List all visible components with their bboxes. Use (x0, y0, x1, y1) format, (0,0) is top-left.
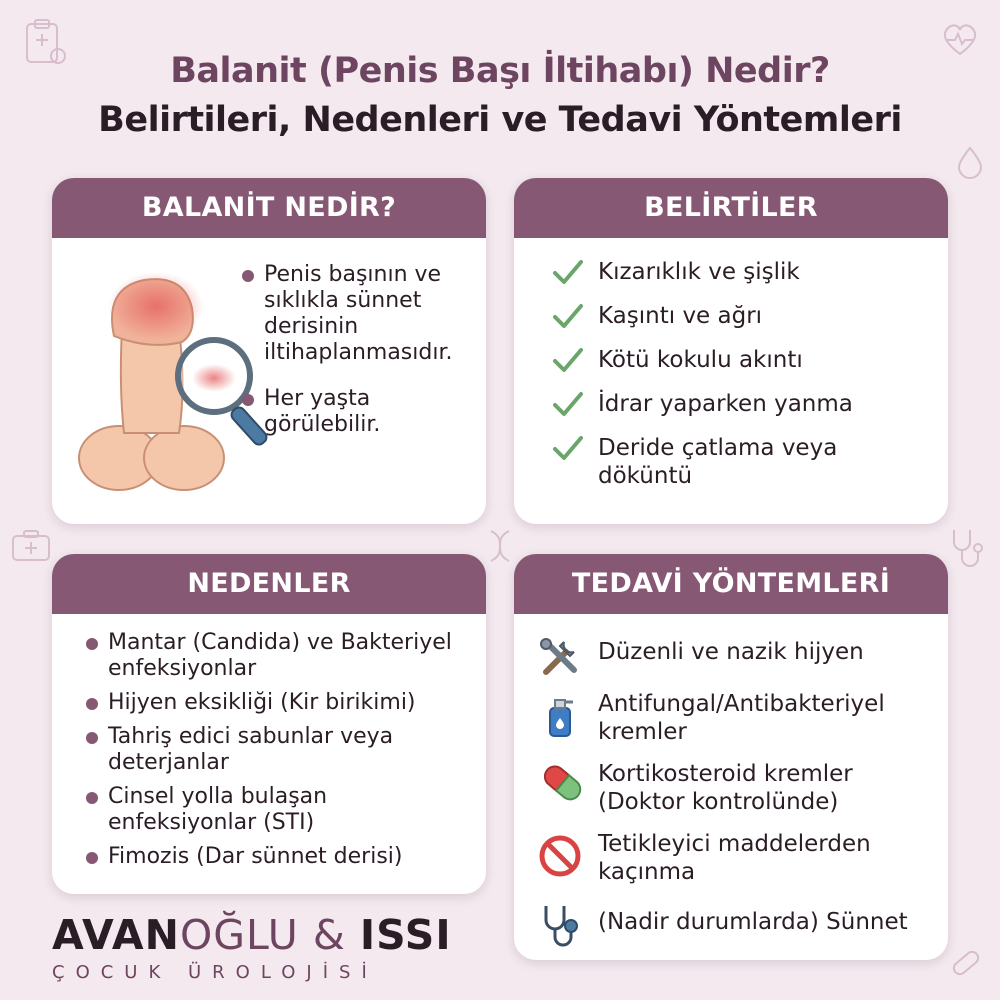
bullet-dot (86, 792, 98, 804)
pill-icon (948, 945, 984, 981)
bullet-dot (86, 732, 98, 744)
tools-icon (536, 634, 584, 682)
list-item: Antifungal/Antibakteriyel kremler (536, 690, 938, 746)
what-is-heading: BALANİT NEDİR? (52, 178, 486, 238)
list-item: (Nadir durumlarda) Sünnet (536, 900, 938, 944)
list-item: Hijyen eksikliği (Kir birikimi) (84, 690, 464, 716)
soap-bottle-icon (536, 692, 584, 740)
page-title (0, 48, 1000, 146)
treatment-card (514, 554, 948, 960)
list-item: Deride çatlama veya döküntü (552, 434, 872, 490)
causes-heading: NEDENLER (52, 554, 486, 614)
causes-list (84, 630, 464, 870)
drop-icon (955, 145, 985, 179)
stethoscope-icon (946, 526, 986, 570)
what-is-list (240, 262, 480, 448)
treatment-heading: TEDAVİ YÖNTEMLERİ (514, 554, 948, 614)
first-aid-kit-icon (10, 528, 52, 562)
list-item: Her yaşta görülebilir. (240, 386, 480, 438)
list-item: Kortikosteroid kremler (Doktor kontrolünde) (536, 760, 938, 816)
list-item: İdrar yaparken yanma (552, 390, 928, 418)
list-item: Mantar (Candida) ve Bakteriyel enfeksiyonlar (84, 630, 464, 682)
title-line-1: Balanit (Penis Başı İltihabı) Nedir? (170, 51, 830, 91)
list-item: Düzenli ve nazik hijyen (536, 632, 938, 676)
bullet-dot (242, 270, 254, 282)
list-item: Kızarıklık ve şişlik (552, 258, 928, 286)
list-item: Tahriş edici sabunlar veya deterjanlar (84, 724, 424, 776)
stethoscope-icon (536, 902, 584, 950)
list-item: Fimozis (Dar sünnet derisi) (84, 844, 464, 870)
list-item: Tetikleyici maddelerden kaçınma (536, 830, 938, 886)
check-icon (552, 434, 584, 462)
bullet-dot (86, 698, 98, 710)
check-icon (552, 258, 584, 286)
what-is-card (52, 178, 486, 524)
treatment-list (536, 632, 938, 944)
list-item: Kaşıntı ve ağrı (552, 302, 928, 330)
brand-subtitle: ÇOCUK ÜROLOJİSİ (52, 962, 378, 983)
list-item: Penis başının ve sıklıkla sünnet derisinin iltihaplanmasıdır. (240, 262, 480, 366)
bullet-dot (242, 394, 254, 406)
bullet-dot (86, 638, 98, 650)
symptoms-list (552, 258, 928, 490)
brand-logo (52, 912, 452, 983)
capsule-icon (536, 762, 584, 810)
title-line-2: Belirtileri, Nedenleri ve Tedavi Yöntemleri (98, 100, 902, 140)
prohibited-icon (536, 832, 584, 880)
dna-icon (485, 528, 515, 564)
list-item: Cinsel yolla bulaşan enfeksiyonlar (STI) (84, 784, 384, 836)
brand-name: AVANOĞLU & ISSI (52, 911, 452, 959)
symptoms-card (514, 178, 948, 524)
check-icon (552, 390, 584, 418)
bullet-dot (86, 852, 98, 864)
check-icon (552, 302, 584, 330)
symptoms-heading: BELİRTİLER (514, 178, 948, 238)
list-item: Kötü kokulu akıntı (552, 346, 928, 374)
check-icon (552, 346, 584, 374)
causes-card (52, 554, 486, 894)
